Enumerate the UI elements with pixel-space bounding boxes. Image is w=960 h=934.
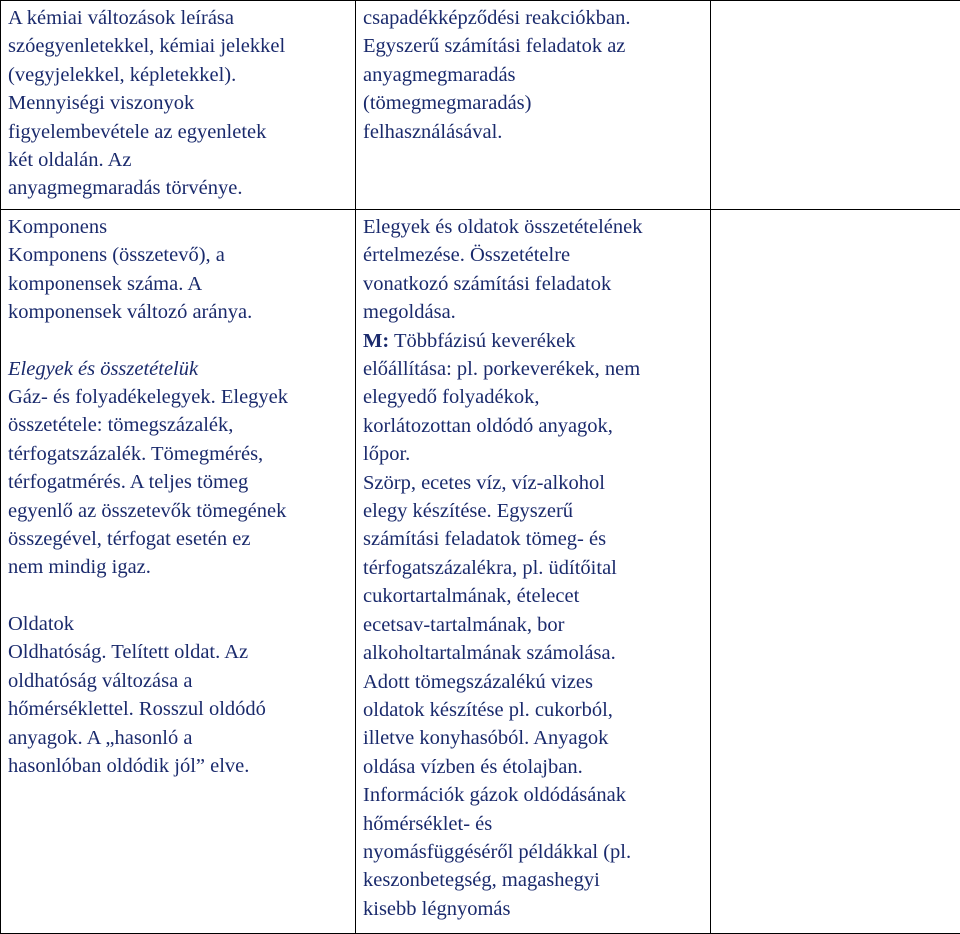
content-cell-row2-col1 bbox=[1, 210, 356, 934]
composition-intro-text: Elegyek és oldatok összetételének értelmezése. Összetételre vonatkozó számítási feladatok megoldása. bbox=[363, 213, 710, 327]
demonstration-paragraph bbox=[363, 327, 710, 924]
komponens-heading: Komponens bbox=[8, 213, 355, 241]
precipitation-text: csapadékképződési reakciókban. Egyszerű számítási feladatok az anyagmegmaradás (tömegmegmaradás) felhasználásával. bbox=[363, 4, 710, 146]
activities-cell-row1-col2 bbox=[356, 1, 711, 210]
empty-cell-row2-col3 bbox=[711, 210, 960, 934]
chemical-changes-text: A kémiai változások leírása szóegyenletekkel, kémiai jelekkel (vegyjelekkel, képletekkel). Mennyiségi viszonyok figyelembevétele az egyenletek két oldalán. Az anyagmegmaradás törvénye. bbox=[8, 4, 355, 203]
activities-cell-row2-col2 bbox=[356, 210, 711, 934]
demonstration-label: M: bbox=[363, 330, 389, 352]
komponens-text: Komponens (összetevő), a komponensek száma. A komponensek változó aránya. bbox=[8, 241, 355, 326]
oldatok-heading: Oldatok bbox=[8, 610, 355, 638]
empty-cell-row1-col3 bbox=[711, 1, 960, 210]
elegyek-heading: Elegyek és összetételük bbox=[8, 355, 355, 383]
demonstration-text: Többfázisú keverékek előállítása: pl. porkeverékek, nem elegyedő folyadékok, korlátozottan oldódó anyagok, lőpor. Szörp, ecetes víz, víz-alkohol elegy készítése. Egyszerű számítási feladatok tömeg- és térfogatszázalékra, pl. üdítőital cukortartalmának, ételecet ecetsav-tartalmának, bor alkoholtartalmának számolása. Adott tömegszázalékú vizes oldatok készítése pl. cukorból, illetve konyhasóból. Anyagok oldása vízben és étolajban. Információk gázok oldódásának hőmérséklet- és nyomásfüggéséről példákkal (pl. keszonbetegség, magashegyi kisebb légnyomás bbox=[363, 330, 640, 920]
table-row bbox=[1, 210, 960, 934]
table-row bbox=[1, 1, 960, 210]
elegyek-text: Gáz- és folyadékelegyek. Elegyek összetétele: tömegszázalék, térfogatszázalék. Tömegmérés, térfogatmérés. A teljes tömeg egyenlő az összetevők tömegének összegével, térfogat esetén ez nem mindig igaz. bbox=[8, 383, 355, 582]
oldatok-text: Oldhatóság. Telített oldat. Az oldhatóság változása a hőmérséklettel. Rosszul oldódó anyagok. A „hasonló a hasonlóban oldódik jól” elve. bbox=[8, 638, 355, 780]
content-cell-row1-col1 bbox=[1, 1, 356, 210]
